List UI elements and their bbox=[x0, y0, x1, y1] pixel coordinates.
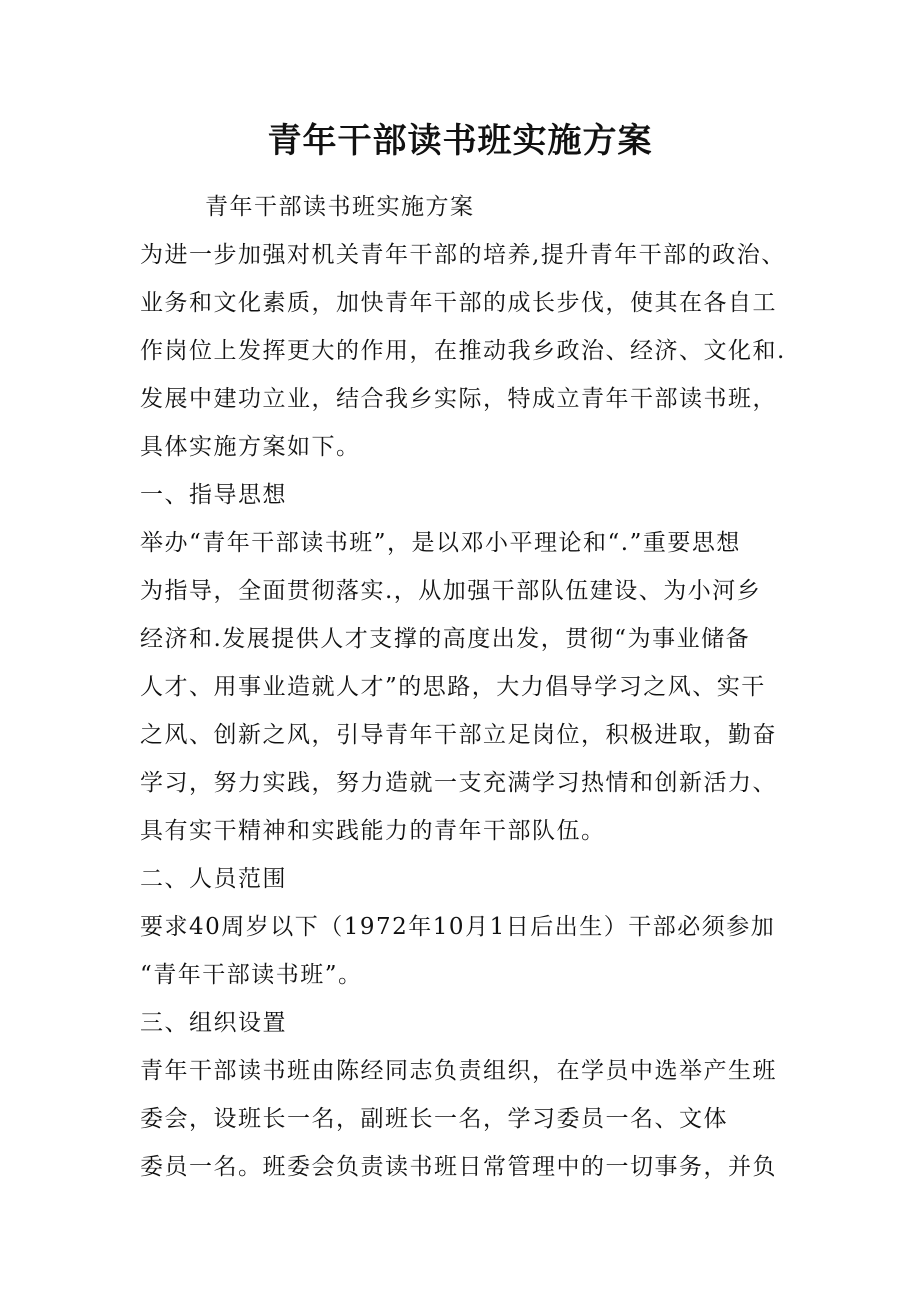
guiding-line-4: 人才、用事业造就人才”的思路，大力倡导学习之风、实干 bbox=[140, 674, 766, 700]
organization-line-2: 委会，设班长一名，副班长一名，学习委员一名、文体 bbox=[140, 1106, 728, 1132]
intro-line-5: 具体实施方案如下。 bbox=[140, 434, 361, 460]
intro-line-3: 作岗位上发挥更大的作用，在推动我乡政治、经济、文化和. bbox=[140, 338, 786, 364]
document-title: 青年干部读书班实施方案 bbox=[267, 121, 653, 161]
scope-line-1: 要求40周岁以下（1972年10月1日后出生）干部必须参加 bbox=[140, 914, 776, 940]
scope-line-2: “青年干部读书班”。 bbox=[140, 962, 363, 988]
intro-line-1: 为进一步加强对机关青年干部的培养,提升青年干部的政治、 bbox=[140, 242, 786, 268]
subtitle-line: 青年干部读书班实施方案 bbox=[205, 194, 475, 220]
section-heading-guiding-ideology: 一、指导思想 bbox=[140, 482, 287, 508]
guiding-line-7: 具有实干精神和实践能力的青年干部队伍。 bbox=[140, 818, 606, 844]
guiding-line-5: 之风、创新之风，引导青年干部立足岗位，积极进取，勤奋 bbox=[140, 722, 777, 748]
guiding-line-6: 学习，努力实践，努力造就一支充满学习热情和创新活力、 bbox=[140, 770, 777, 796]
guiding-line-3: 经济和.发展提供人才支撑的高度出发，贯彻“为事业储备 bbox=[140, 626, 751, 652]
organization-line-1: 青年干部读书班由陈经同志负责组织，在学员中选举产生班 bbox=[140, 1058, 777, 1084]
section-heading-personnel-scope: 二、人员范围 bbox=[140, 866, 287, 892]
intro-line-4: 发展中建功立业，结合我乡实际，特成立青年干部读书班， bbox=[140, 386, 777, 412]
guiding-line-1: 举办“青年干部读书班”，是以邓小平理论和“.”重要思想 bbox=[140, 530, 741, 556]
organization-line-3: 委员一名。班委会负责读书班日常管理中的一切事务，并负 bbox=[140, 1154, 777, 1180]
section-heading-organization: 三、组织设置 bbox=[140, 1010, 287, 1036]
intro-line-2: 业务和文化素质，加快青年干部的成长步伐，使其在各自工 bbox=[140, 290, 777, 316]
guiding-line-2: 为指导，全面贯彻落实.，从加强干部队伍建设、为小河乡 bbox=[140, 578, 762, 604]
